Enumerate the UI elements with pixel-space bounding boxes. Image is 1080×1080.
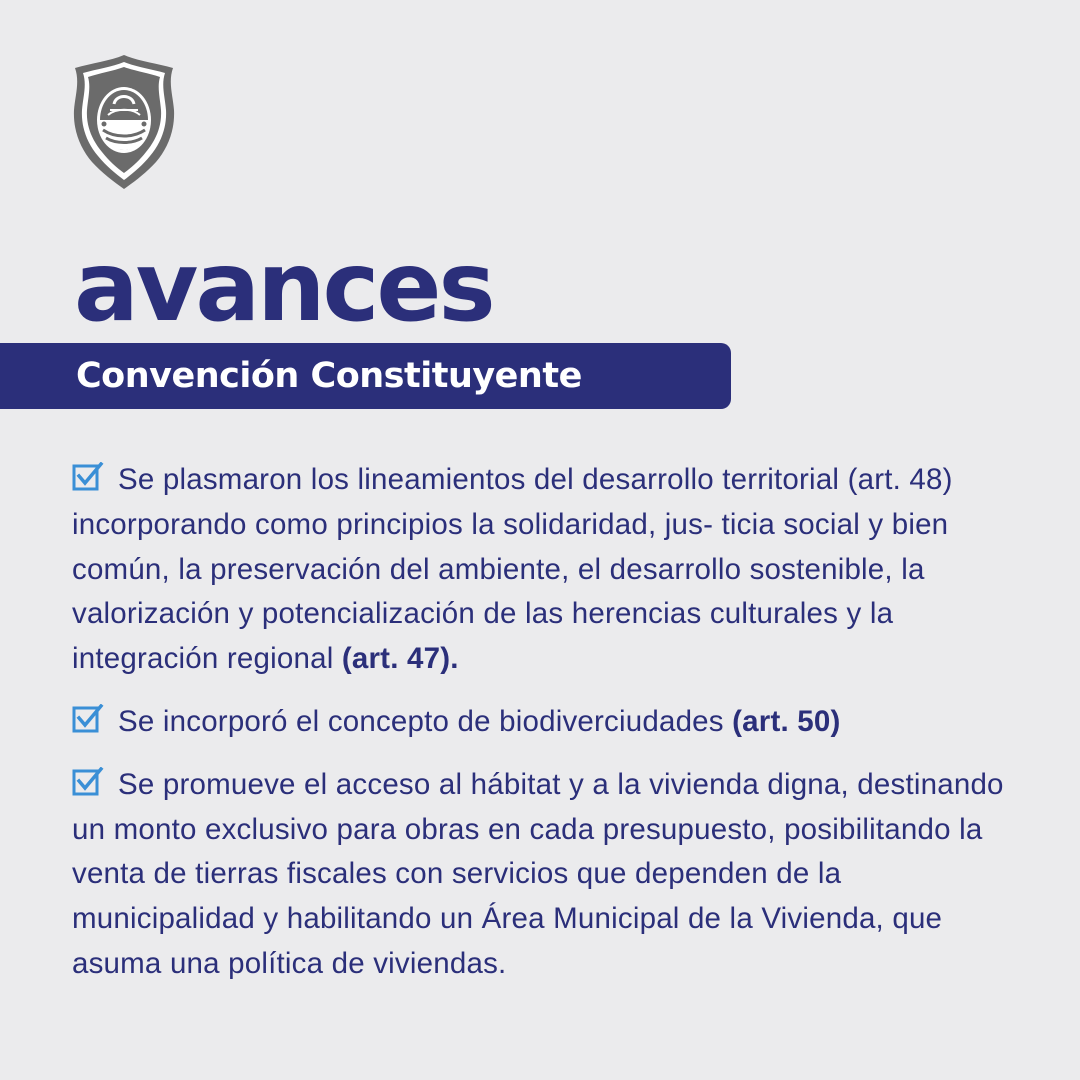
checked-box-icon: [72, 704, 104, 734]
article-reference: (art. 47).: [341, 642, 459, 676]
list-item: [72, 458, 1032, 682]
list-item: [72, 700, 1032, 745]
banner-subtitle: Convención Constituyente: [76, 356, 582, 396]
subtitle-banner: [0, 343, 731, 409]
article-reference: (art. 50): [732, 704, 841, 738]
item-text: Se plasmaron los lineamientos del desarrollo territorial (art. 48) incorporando como principios la solidaridad, jus- ticia social y bien común, la preservación del ambiente, el desarrollo sostenible, la valorización y potencialización de las herencias culturales y la integración regional: [72, 463, 953, 676]
item-text: Se incorporó el concepto de biodiverciudades: [118, 704, 733, 738]
page-title: avances: [74, 231, 493, 343]
item-text: Se promueve el acceso al hábitat y a la vivienda digna, destinando un monto exclusivo para obras en cada presupuesto, posibilitando la venta de tierras fiscales con servicios que dependen de la municipalidad y habilitando un Área Municipal de la Vivienda, que asuma una política de viviendas.: [72, 767, 1004, 980]
coat-of-arms-icon: [70, 52, 178, 192]
checked-box-icon: [72, 767, 104, 797]
items-list: [72, 458, 1032, 987]
checked-box-icon: [72, 462, 104, 492]
list-item: [72, 763, 1032, 987]
